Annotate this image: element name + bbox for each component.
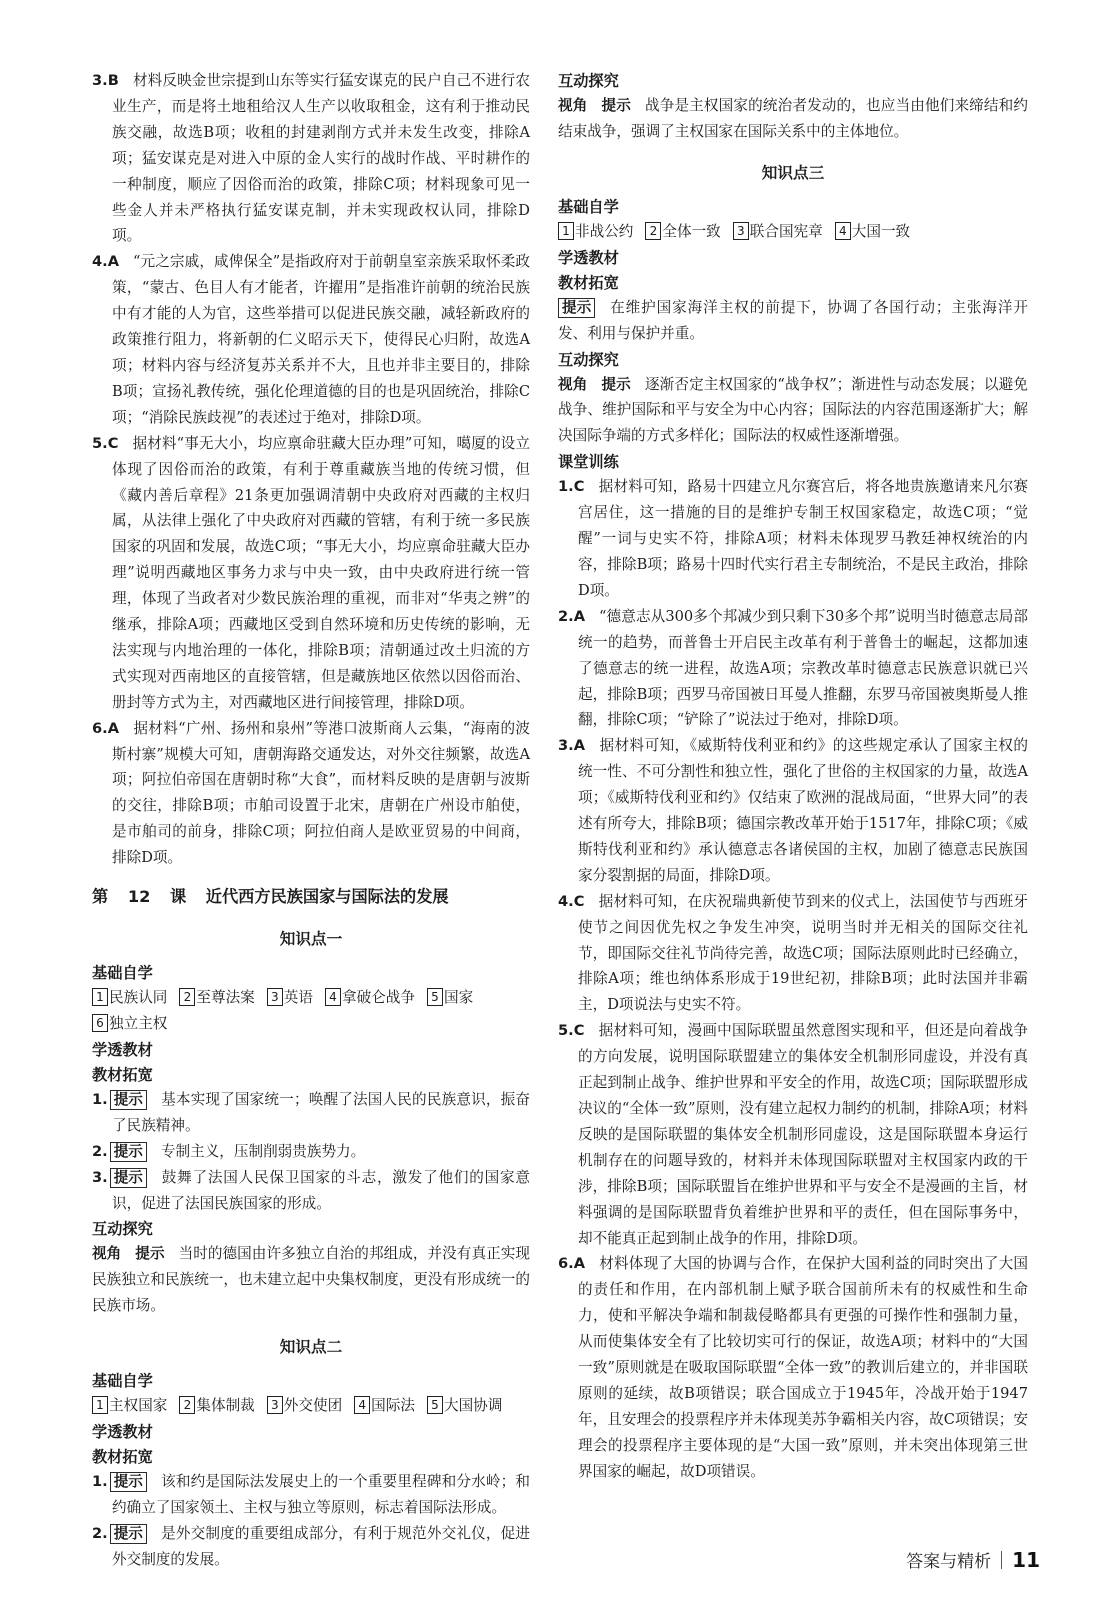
answer-number: 1.C: [558, 478, 585, 496]
fill-blank-text: 全体一致: [662, 222, 721, 240]
perspective-tip-label: 提示: [601, 375, 631, 393]
answer-item: [92, 68, 530, 249]
section-study-textbook: 学透教材: [92, 1040, 153, 1059]
tip-number: 1.: [92, 1473, 108, 1491]
blank-number-box: 6: [92, 1014, 108, 1032]
fill-blank-text: 国际法: [371, 1397, 415, 1415]
blank-number-box: 4: [354, 1396, 370, 1414]
fill-blank-text: 拿破仑战争: [341, 989, 415, 1007]
fill-blank-item: [645, 219, 720, 245]
fill-blank-item: [354, 1393, 415, 1419]
answer-number: 4.C: [558, 892, 585, 910]
perspective-text: 当时的德国由许多独立自治的邦组成，并没有真正实现民族独立和民族统一，也未建立起中央集权制度，更没有形成统一的民族市场。: [92, 1245, 530, 1315]
fill-blank-answers: [92, 1393, 530, 1419]
section-textbook-expansion: 教材拓宽: [558, 273, 619, 292]
footer-divider: [1001, 1551, 1002, 1569]
perspective-text: 逐渐否定主权国家的“战争权”；渐进性与动态发展；以避免战争、维护国际和平与安全为中心内容；国际法的内容范围逐渐扩大；解决国际争端的方式多样化；国际法的权威性逐渐增强。: [558, 375, 1028, 445]
answers-list: [558, 474, 1028, 1484]
answer-explanation: 据材料可知，《威斯特伐利亚和约》的这些规定承认了国家主权的统一性、不可分割性和独立性，强化了世俗的主权国家的力量，故选A项；《威斯特伐利亚和约》仅结束了欧洲的混战局面，“世界大同”的表述有所夸大，排除B项；德国宗教改革开始于1517年，排除C项；《威斯特伐利亚和约》承认德意志各诸侯国的主权，加剧了德意志民族国家分裂割据的局面，排除D项。: [578, 737, 1028, 884]
answers-list-continued: [92, 68, 530, 871]
fill-blank-text: 大国一致: [851, 222, 911, 240]
fill-blank-text: 独立主权: [109, 1015, 168, 1032]
perspective-tip-label: 提示: [135, 1245, 165, 1263]
footer-label: 答案与精析: [906, 1552, 992, 1572]
fill-blank-text: 外交使团: [283, 1397, 343, 1415]
answer-item: [558, 889, 1028, 1019]
knowledge-point-2-title: 知识点二: [279, 1338, 343, 1357]
blank-number-box: 3: [733, 222, 749, 240]
tip-label: 提示: [110, 1472, 147, 1492]
fill-blank-answers: [558, 219, 1028, 245]
fill-blank-item: [179, 1393, 254, 1419]
answer-number: 4.A: [92, 253, 119, 271]
answer-item: [92, 249, 530, 430]
fill-blank-item: [427, 1393, 502, 1419]
page-number: 11: [1012, 1548, 1040, 1572]
answer-explanation: “德意志从300多个邦减少到只剩下30多个邦”说明当时德意志局部统一的趋势，而普鲁士开启民主改革有利于普鲁士的崛起，这都加速了德意志的统一进程，故选A项；宗教改革时德意志民族意识就已兴起，排除B项；西罗马帝国被日耳曼人推翻，东罗马帝国被奥斯曼人推翻，排除C项；“铲除了”说法过于绝对，排除D项。: [578, 607, 1028, 729]
left-column: [92, 68, 530, 1573]
section-basic-self-study: 基础自学: [92, 964, 153, 983]
perspective-label: 视角: [558, 97, 588, 114]
fill-blank-item: [558, 219, 633, 245]
perspective-label: 视角: [558, 375, 588, 393]
tip-number: 3.: [92, 1168, 108, 1186]
tip-item: [558, 295, 1028, 347]
blank-number-box: 2: [645, 222, 661, 240]
answer-explanation: 据材料“事无大小，均应禀命驻藏大臣办理”可知，噶厦的设立体现了因俗而治的政策，有利于尊重藏族当地的传统习惯，但《藏内善后章程》21条更加强调清朝中央政府对西藏的主权归属，从法律上强化了中央政府对西藏的管辖，有利于统一多民族国家的巩固和发展，故选C项；“事无大小，均应禀命驻藏大臣办理”说明西藏地区事务力求与中央一致，由中央政府进行统一管理，体现了当政者对少数民族治理的重视，而非对“华夷之辨”的继承，排除A项；西藏地区受到自然环境和历史传统的影响，无法实现与内地治理的一体化，排除B项；清朝通过改土归流的方式实现对西南地区的直接管辖，但是藏族地区依然以因俗而治、册封等方式为主，对西藏地区进行间接管理，排除D项。: [112, 434, 530, 711]
tip-text: 鼓舞了法国人民保卫国家的斗志，激发了他们的国家意识，促进了法国民族国家的形成。: [112, 1168, 530, 1212]
answer-number: 2.A: [558, 607, 585, 625]
answer-number: 6.A: [92, 719, 119, 737]
fill-blank-text: 集体制裁: [196, 1397, 255, 1415]
fill-blank-text: 主权国家: [109, 1397, 168, 1415]
tip-number: 1.: [92, 1090, 108, 1108]
section-interactive-exploration: 互动探究: [558, 350, 619, 369]
tip-text: 基本实现了国家统一；唤醒了法国人民的民族意识，振奋了民族精神。: [112, 1090, 530, 1134]
answer-number: 5.C: [558, 1022, 585, 1040]
fill-blank-text: 至尊法案: [196, 989, 255, 1007]
answer-item: [558, 604, 1028, 734]
fill-blank-text: 英语: [283, 989, 313, 1007]
section-interactive-exploration: 互动探究: [558, 72, 619, 90]
perspective-text: 战争是主权国家的统治者发动的，也应当由他们来缔结和约结束战争，强调了主权国家在国际关系中的主体地位。: [558, 97, 1028, 140]
perspective-tip: [92, 1241, 530, 1319]
tip-item: [92, 1139, 530, 1165]
fill-blank-text: 民族认同: [109, 989, 168, 1007]
answer-number: 5.C: [92, 434, 119, 452]
tip-label: 提示: [110, 1524, 147, 1544]
fill-blank-item: [92, 1393, 167, 1419]
perspective-tip: [558, 372, 1028, 450]
tip-number: 2.: [92, 1142, 108, 1160]
blank-number-box: 5: [427, 988, 443, 1006]
section-study-textbook: 学透教材: [92, 1423, 153, 1442]
answer-explanation: 材料体现了大国的协调与合作，在保护大国利益的同时突出了大国的责任和作用，在内部机制上赋予联合国前所未有的权威性和生命力，使和平解决争端和制裁侵略都具有更强的可操作性和强制力量，从而使集体安全有了比较切实可行的保证，故选A项；材料中的“大国一致”原则就是在吸取国际联盟“全体一致”的教训后建立的，并非国联原则的延续，故B项错误；联合国成立于1945年，冷战开始于1947年，且安理会的投票程序并未体现美苏争霸相关内容，故C项错误；安理会的投票程序主要体现的是“大国一致”原则，并未突出体现第三世界国家的崛起，故D项错误。: [578, 1255, 1028, 1480]
answer-explanation: 据材料可知，在庆祝瑞典新使节到来的仪式上，法国使节与西班牙使节之间因优先权之争发生冲突，说明当时并无相关的国际交往礼节，即国际交往礼节尚待完善，故选C项；国际法原则此时已经确立，排除A项；维也纳体系形成于19世纪初，排除B项；此时法国并非霸主，D项说法与史实不符。: [578, 892, 1028, 1014]
blank-number-box: 4: [325, 988, 341, 1006]
blank-number-box: 1: [92, 988, 108, 1006]
fill-blank-text: 国家: [443, 989, 474, 1007]
fill-blank-item: [179, 985, 254, 1011]
section-classroom-practice: 课堂训练: [558, 453, 619, 472]
blank-number-box: 3: [267, 1396, 283, 1414]
tips-list: [92, 1087, 530, 1217]
answer-number: 3.A: [558, 737, 585, 755]
fill-blank-item: [92, 985, 167, 1011]
fill-blank-item: [325, 985, 415, 1011]
section-basic-self-study: 基础自学: [92, 1372, 153, 1391]
answer-item: [558, 1251, 1028, 1484]
tip-item: [92, 1521, 530, 1573]
blank-number-box: 1: [558, 222, 574, 240]
blank-number-box: 4: [835, 222, 851, 240]
answer-item: [92, 716, 530, 871]
answer-explanation: 材料反映金世宗提到山东等实行猛安谋克的民户自己不进行农业生产，而是将土地租给汉人生产以收取租金，这有利于推动民族交融，故选B项；收租的封建剥削方式并未发生改变，排除A项；猛安谋克是对进入中原的金人实行的战时作战、平时耕作的一种制度，顺应了因俗而治的政策，排除C项；材料现象可见一些金人并未严格执行猛安谋克制，并未实现政权认同，排除D项。: [112, 72, 530, 245]
tip-item: [92, 1087, 530, 1139]
answer-item: [558, 1018, 1028, 1251]
blank-number-box: 2: [179, 1396, 195, 1414]
answer-item: [92, 431, 530, 716]
tip-text: 专制主义，压制削弱贵族势力。: [160, 1142, 366, 1160]
section-interactive-exploration: 互动探究: [92, 1220, 153, 1239]
answer-explanation: 据材料可知，漫画中国际联盟虽然意图实现和平，但还是向着战争的方向发展，说明国际联盟建立的集体安全机制形同虚设，并没有真正起到制止战争、维护世界和平安全的作用，故选C项；国际联盟形成决议的“全体一致”原则，没有建立起权力制约的机制，排除A项；材料反映的是国际联盟的集体安全机制形同虚设，这是国际联盟本身运行机制存在的问题导致的，材料并未体现国际联盟对主权国家内政的干涉，排除B项；国际联盟旨在维护世界和平与安全不是漫画的主旨，材料强调的是国际联盟背负着维护世界和平的责任，但在国际事务中，却不能真正起到制止战争的作用，排除D项。: [578, 1022, 1028, 1247]
blank-number-box: 1: [92, 1396, 108, 1414]
fill-blank-item: [267, 1393, 342, 1419]
fill-blank-text: 联合国宪章: [749, 222, 823, 240]
fill-blank-item: [92, 1011, 167, 1037]
answer-explanation: “元之宗戚，咸俾保全”是指政府对于前朝皇室亲族采取怀柔政策，“蒙古、色目人有才能者，许擢用”是指准许前朝的统治民族中有才能的人为官，这些举措可以促进民族交融，减轻新政府的政策推行阻力，将新朝的仁义昭示天下，使得民心归附，故选A项；材料内容与经济复苏关系并不大，且也并非主要目的，排除B项；宣扬礼教传统，强化伦理道德的目的也是巩固统治，排除C项；“消除民族歧视”的表述过于绝对，排除D项。: [112, 253, 530, 426]
answer-item: [558, 474, 1028, 604]
tip-label: 提示: [558, 298, 595, 318]
fill-blank-item: [835, 219, 910, 245]
tip-item: [92, 1165, 530, 1217]
tip-text: 该和约是国际法发展史上的一个重要里程碑和分水岭；和约确立了国家领土、主权与独立等原则，标志着国际法形成。: [112, 1473, 530, 1516]
answer-number: 3.B: [92, 72, 119, 89]
perspective-tip-label: 提示: [601, 97, 631, 114]
section-textbook-expansion: 教材拓宽: [92, 1065, 153, 1084]
fill-blank-text: 大国协调: [443, 1397, 503, 1415]
tip-text: 是外交制度的重要组成部分，有利于规范外交礼仪，促进外交制度的发展。: [112, 1524, 530, 1568]
answer-explanation: 据材料“广州、扬州和泉州”等港口波斯商人云集，“海南的波斯村寨”规模大可知，唐朝海路交通发达，对外交往频繁，故选A项；阿拉伯帝国在唐朝时称“大食”，而材料反映的是唐朝与波斯的交往，排除B项；市舶司设置于北宋，唐朝在广州设市舶使，是市舶司的前身，排除C项；阿拉伯商人是欧亚贸易的中间商，排除D项。: [112, 719, 530, 867]
fill-blank-item: [267, 985, 313, 1011]
page-footer: [906, 1547, 1040, 1572]
section-basic-self-study: 基础自学: [558, 197, 619, 216]
fill-blank-text: 非战公约: [575, 222, 634, 240]
perspective-tip: [558, 93, 1028, 145]
tips-list: [92, 1469, 530, 1573]
tip-label: 提示: [110, 1168, 147, 1188]
lesson-title: 第 12 课 近代西方民族国家与国际法的发展: [92, 887, 449, 907]
tip-label: 提示: [110, 1090, 147, 1110]
knowledge-point-1-title: 知识点一: [279, 930, 343, 949]
tip-label: 提示: [110, 1142, 147, 1162]
answer-item: [558, 733, 1028, 888]
section-study-textbook: 学透教材: [558, 248, 619, 267]
blank-number-box: 2: [179, 988, 195, 1006]
tip-text: 在维护国家海洋主权的前提下，协调了各国行动；主张海洋开发、利用与保护并重。: [558, 298, 1028, 342]
section-textbook-expansion: 教材拓宽: [92, 1448, 153, 1467]
blank-number-box: 5: [427, 1396, 443, 1414]
fill-blank-item: [427, 985, 473, 1011]
knowledge-point-3-title: 知识点三: [761, 163, 825, 182]
right-column: [558, 68, 1028, 1485]
tip-number: 2.: [92, 1524, 108, 1542]
answer-explanation: 据材料可知，路易十四建立凡尔赛宫后，将各地贵族邀请来凡尔赛宫居住，这一措施的目的是维护专制王权国家稳定，故选C项；“觉醒”一词与史实不符，排除A项；材料未体现罗马教廷神权统治的内容，排除B项；路易十四时代实行君主专制统治，不是民主政治，排除D项。: [578, 478, 1028, 599]
fill-blank-answers: [92, 985, 530, 1037]
fill-blank-item: [733, 219, 823, 245]
answer-number: 6.A: [558, 1255, 585, 1273]
tip-item: [92, 1469, 530, 1521]
blank-number-box: 3: [267, 988, 283, 1006]
perspective-label: 视角: [92, 1245, 122, 1263]
